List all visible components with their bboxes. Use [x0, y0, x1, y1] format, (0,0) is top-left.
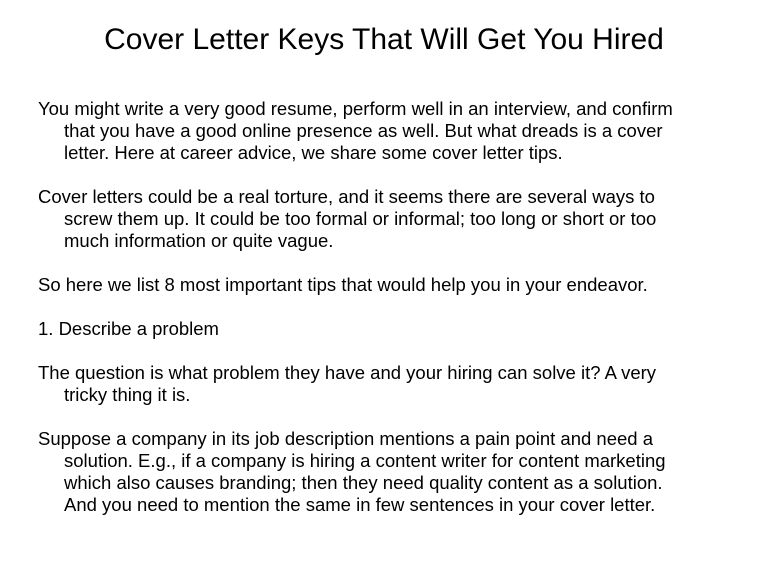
paragraph-torture: [38, 186, 750, 252]
text-line: which also causes branding; then they need quality content as a solution.: [64, 472, 663, 493]
paragraph-question: [38, 362, 750, 406]
slide-body: [38, 98, 750, 538]
text-line: 1. Describe a problem: [38, 318, 219, 339]
text-line: Cover letters could be a real torture, and it seems there are several ways to: [38, 186, 655, 207]
text-line: letter. Here at career advice, we share some cover letter tips.: [64, 142, 563, 163]
text-line: And you need to mention the same in few sentences in your cover letter.: [64, 494, 656, 515]
text-line: much information or quite vague.: [64, 230, 334, 251]
slide-title: Cover Letter Keys That Will Get You Hired: [104, 23, 664, 56]
text-line: Suppose a company in its job description mentions a pain point and need a: [38, 428, 654, 449]
paragraph-tip-heading: [38, 318, 750, 340]
paragraph-example: [38, 428, 750, 516]
text-line: The question is what problem they have and your hiring can solve it? A very: [38, 362, 657, 383]
text-line: solution. E.g., if a company is hiring a content writer for content marketing: [64, 450, 666, 471]
text-line: screw them up. It could be too formal or informal; too long or short or too: [64, 208, 657, 229]
text-line: that you have a good online presence as well. But what dreads is a cover: [64, 120, 663, 141]
text-line: You might write a very good resume, perform well in an interview, and confirm: [38, 98, 673, 119]
paragraph-intro: [38, 98, 750, 164]
text-line: So here we list 8 most important tips that would help you in your endeavor.: [38, 274, 648, 295]
text-line: tricky thing it is.: [64, 384, 191, 405]
paragraph-tips-intro: [38, 274, 750, 296]
